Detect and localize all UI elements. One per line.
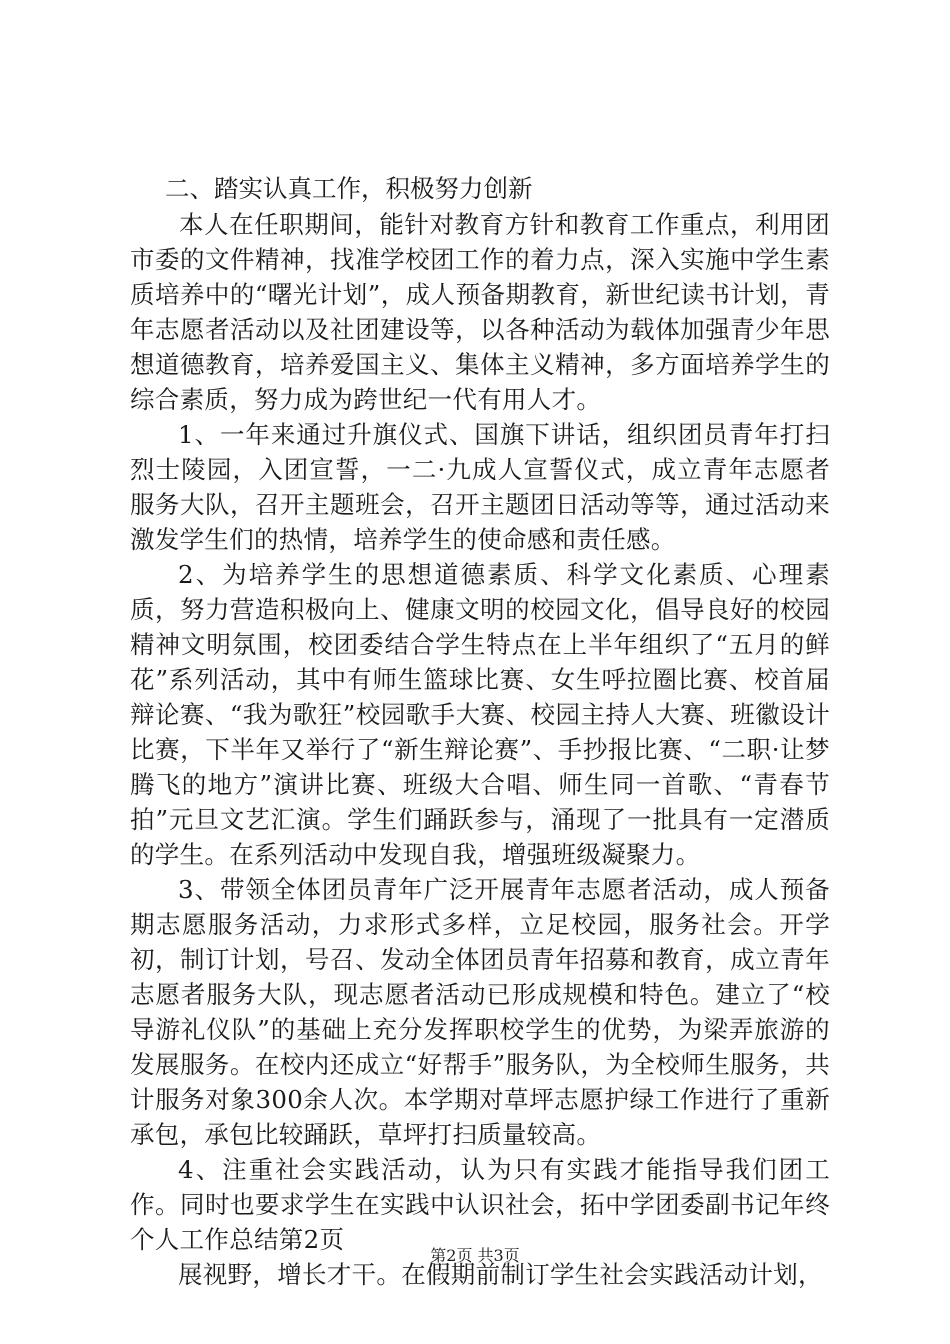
- paragraph-continued: 展视野，增长才干。在假期前制订学生社会实践活动计划，: [178, 1260, 823, 1289]
- paragraph-item-1: 1、一年来通过升旗仪式、国旗下讲话，组织团员青年打扫烈士陵园，入团宣誓，一二·九成人宣誓仪式，成立青年志愿者服务大队，召开主题班会，召开主题团日活动等等，通过活动来激发学生们的热情，培养学生的使命感和责任感。: [130, 420, 830, 554]
- paragraph-item-4: 4、注重社会实践活动，认为只有实践才能指导我们团工作。同时也要求学生在实践中认识社会，拓中学团委副书记年终个人工作总结第2页: [130, 1155, 830, 1254]
- paragraph-item-3: 3、带领全体团员青年广泛开展青年志愿者活动，成人预备期志愿服务活动，力求形式多样，立足校园，服务社会。开学初，制订计划，号召、发动全体团员青年招募和教育，成立青年志愿者服务大队，现志愿者活动已形成规模和特色。建立了“校导游礼仪队”的基础上充分发挥职校学生的优势，为梁弄旅游的发展服务。在校内还成立“好帮手”服务队，为全校师生服务，共计服务对象300余人次。本学期对草坪志愿护绿工作进行了重新承包，承包比较踊跃，草坪打扫质量较高。: [130, 875, 831, 1149]
- page-footer: 第2页 共3页: [430, 1246, 520, 1265]
- paragraph-item-2: 2、为培养学生的思想道德素质、科学文化素质、心理素质，努力营造积极向上、健康文明的校园文化，倡导良好的校园精神文明氛围，校团委结合学生特点在上半年组织了“五月的鲜花”系列活动，其中有师生篮球比赛、女生呼拉圈比赛、校首届辩论赛、“我为歌狂”校园歌手大赛、校园主持人大赛、班徽设计比赛，下半年又举行了“新生辩论赛”、手抄报比赛、“二职·让梦腾飞的地方”演讲比赛、班级大合唱、师生同一首歌、“青春节拍”元旦文艺汇演。学生们踊跃参与，涌现了一批具有一定潜质的学生。在系列活动中发现自我，增强班级凝聚力。: [130, 560, 831, 869]
- section-heading: 二、踏实认真工作，积极努力创新: [165, 174, 533, 203]
- document-body: [130, 172, 830, 1292]
- paragraph-intro: 本人在任职期间，能针对教育方针和教育工作重点，利用团市委的文件精神，找准学校团工作的着力点，深入实施中学生素质培养中的“曙光计划”，成人预备期教育，新世纪读书计划，青年志愿者活动以及社团建设等，以各种活动为载体加强青少年思想道德教育，培养爱国主义、集体主义精神，多方面培养学生的综合素质，努力成为跨世纪一代有用人才。: [130, 210, 830, 414]
